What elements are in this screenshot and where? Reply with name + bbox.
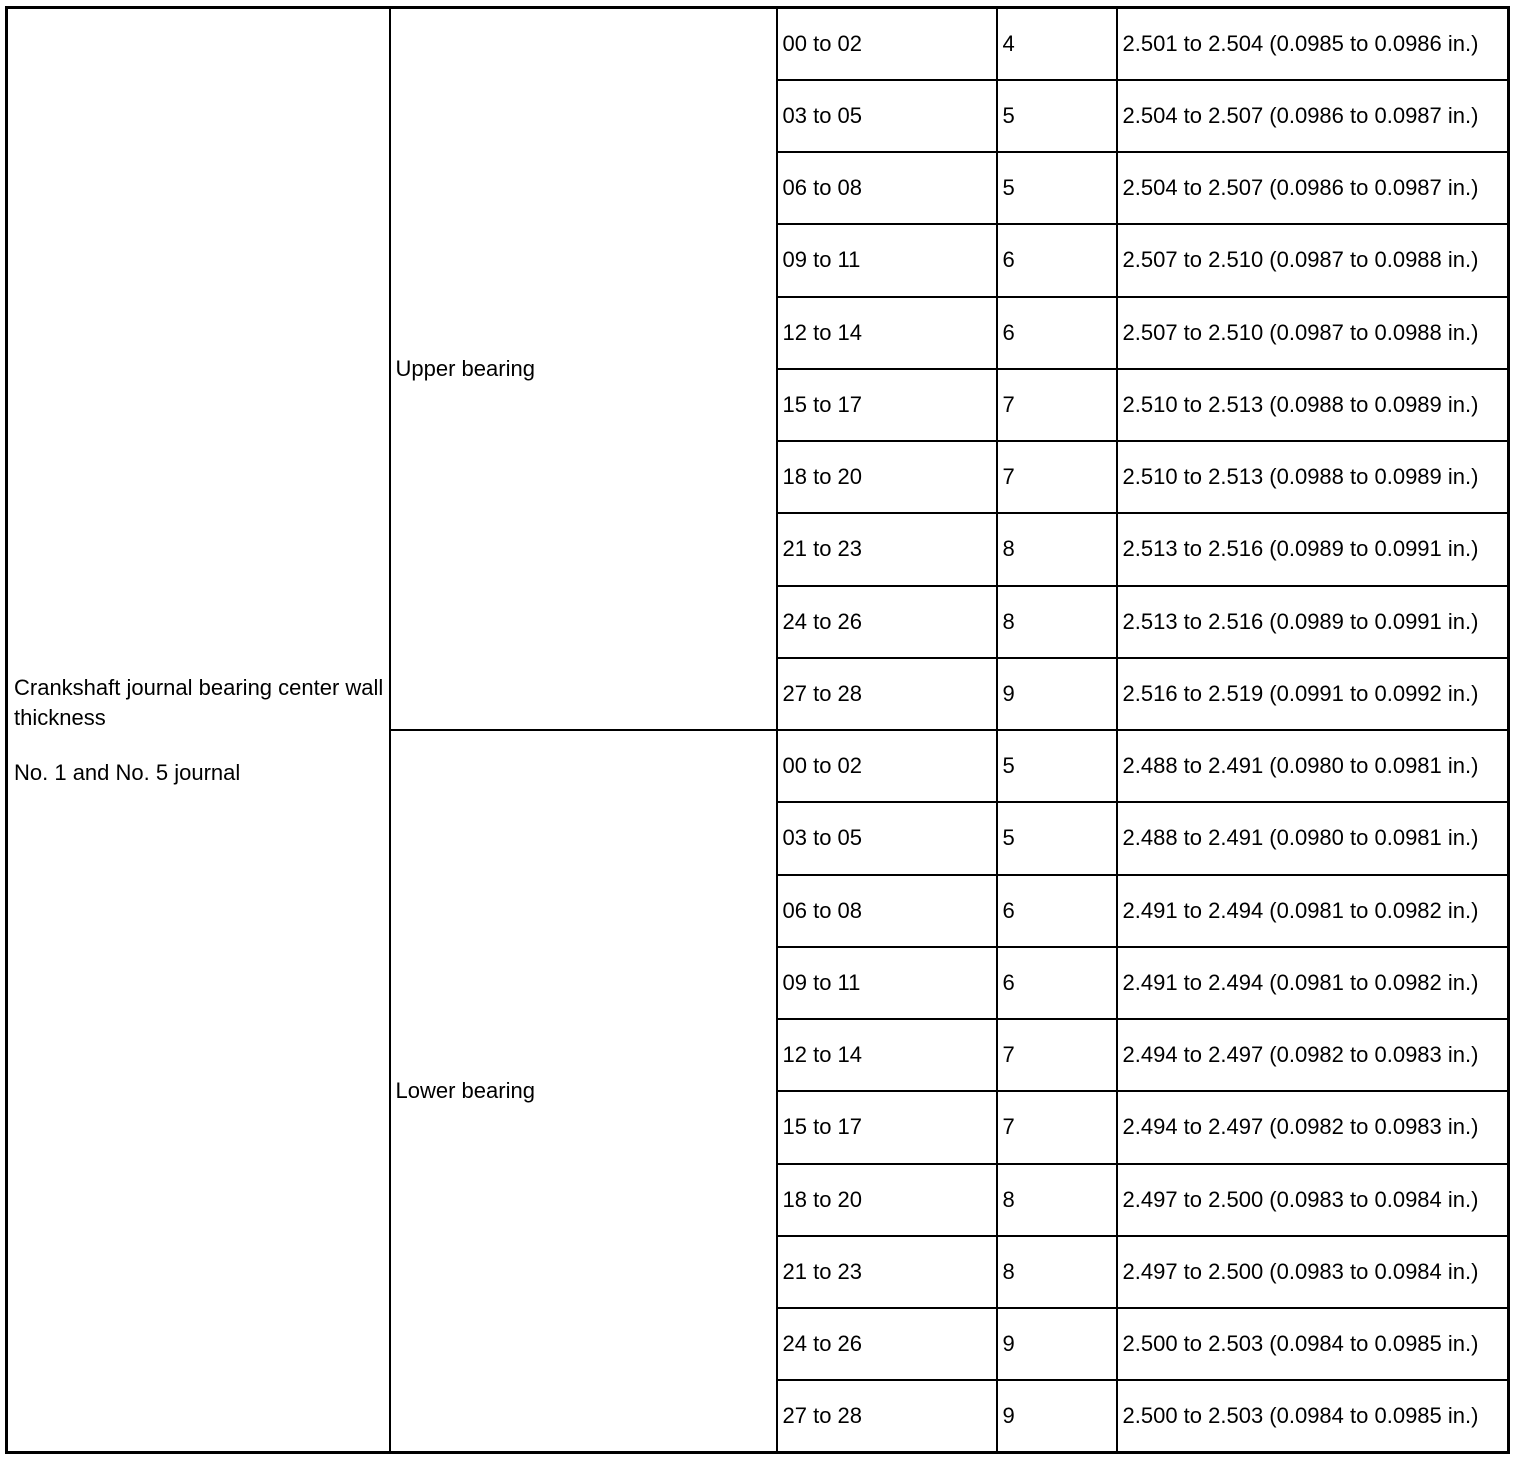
wall-thickness-cell: 2.494 to 2.497 (0.0982 to 0.0983 in.) bbox=[1117, 1091, 1509, 1163]
wall-thickness-cell: 2.507 to 2.510 (0.0987 to 0.0988 in.) bbox=[1117, 297, 1509, 369]
bearing-grade-cell: 8 bbox=[997, 1164, 1117, 1236]
bearing-grade-cell: 5 bbox=[997, 80, 1117, 152]
journal-mark-range-cell: 00 to 02 bbox=[777, 730, 997, 802]
bearing-grade-cell: 9 bbox=[997, 658, 1117, 730]
journal-mark-range-cell: 12 to 14 bbox=[777, 297, 997, 369]
wall-thickness-cell: 2.500 to 2.503 (0.0984 to 0.0985 in.) bbox=[1117, 1380, 1509, 1452]
wall-thickness-cell: 2.507 to 2.510 (0.0987 to 0.0988 in.) bbox=[1117, 224, 1509, 296]
wall-thickness-cell: 2.500 to 2.503 (0.0984 to 0.0985 in.) bbox=[1117, 1308, 1509, 1380]
bearing-grade-cell: 6 bbox=[997, 224, 1117, 296]
bearing-grade-cell: 8 bbox=[997, 1236, 1117, 1308]
bearing-grade-cell: 7 bbox=[997, 1019, 1117, 1091]
bearing-grade-cell: 7 bbox=[997, 441, 1117, 513]
bearing-grade-cell: 5 bbox=[997, 152, 1117, 224]
wall-thickness-cell: 2.494 to 2.497 (0.0982 to 0.0983 in.) bbox=[1117, 1019, 1509, 1091]
wall-thickness-cell: 2.491 to 2.494 (0.0981 to 0.0982 in.) bbox=[1117, 947, 1509, 1019]
wall-thickness-cell: 2.513 to 2.516 (0.0989 to 0.0991 in.) bbox=[1117, 586, 1509, 658]
wall-thickness-cell: 2.488 to 2.491 (0.0980 to 0.0981 in.) bbox=[1117, 730, 1509, 802]
journal-mark-range-cell: 15 to 17 bbox=[777, 1091, 997, 1163]
journal-mark-range-cell: 03 to 05 bbox=[777, 802, 997, 874]
wall-thickness-cell: 2.513 to 2.516 (0.0989 to 0.0991 in.) bbox=[1117, 513, 1509, 585]
bearing-grade-cell: 8 bbox=[997, 586, 1117, 658]
journal-mark-range-cell: 15 to 17 bbox=[777, 369, 997, 441]
wall-thickness-cell: 2.497 to 2.500 (0.0983 to 0.0984 in.) bbox=[1117, 1236, 1509, 1308]
bearing-grade-cell: 5 bbox=[997, 802, 1117, 874]
bearing-grade-cell: 7 bbox=[997, 1091, 1117, 1163]
journal-mark-range-cell: 00 to 02 bbox=[777, 8, 997, 80]
bearing-grade-cell: 9 bbox=[997, 1380, 1117, 1452]
table-body bbox=[7, 8, 1509, 1453]
bearing-grade-cell: 5 bbox=[997, 730, 1117, 802]
journal-mark-range-cell: 24 to 26 bbox=[777, 1308, 997, 1380]
wall-thickness-cell: 2.488 to 2.491 (0.0980 to 0.0981 in.) bbox=[1117, 802, 1509, 874]
wall-thickness-cell: 2.510 to 2.513 (0.0988 to 0.0989 in.) bbox=[1117, 441, 1509, 513]
wall-thickness-cell: 2.491 to 2.494 (0.0981 to 0.0982 in.) bbox=[1117, 875, 1509, 947]
bearing-grade-cell: 6 bbox=[997, 297, 1117, 369]
bearing-grade-cell: 4 bbox=[997, 8, 1117, 80]
bearing-grade-cell: 8 bbox=[997, 513, 1117, 585]
bearing-grade-cell: 9 bbox=[997, 1308, 1117, 1380]
journal-mark-range-cell: 06 to 08 bbox=[777, 152, 997, 224]
item-title: Crankshaft journal bearing center wall thickness bbox=[14, 674, 384, 730]
wall-thickness-cell: 2.497 to 2.500 (0.0983 to 0.0984 in.) bbox=[1117, 1164, 1509, 1236]
journal-mark-range-cell: 27 to 28 bbox=[777, 1380, 997, 1452]
journal-mark-range-cell: 21 to 23 bbox=[777, 1236, 997, 1308]
journal-mark-range-cell: 18 to 20 bbox=[777, 1164, 997, 1236]
bearing-grade-cell: 6 bbox=[997, 875, 1117, 947]
journal-mark-range-cell: 27 to 28 bbox=[777, 658, 997, 730]
table-row bbox=[7, 8, 1509, 80]
journal-mark-range-cell: 09 to 11 bbox=[777, 947, 997, 1019]
journal-mark-range-cell: 06 to 08 bbox=[777, 875, 997, 947]
bearing-thickness-table bbox=[5, 6, 1510, 1454]
bearing-grade-cell: 7 bbox=[997, 369, 1117, 441]
bearing-group-cell: Lower bearing bbox=[390, 730, 777, 1453]
journal-mark-range-cell: 18 to 20 bbox=[777, 441, 997, 513]
journal-mark-range-cell: 03 to 05 bbox=[777, 80, 997, 152]
journal-mark-range-cell: 24 to 26 bbox=[777, 586, 997, 658]
wall-thickness-cell: 2.516 to 2.519 (0.0991 to 0.0992 in.) bbox=[1117, 658, 1509, 730]
wall-thickness-cell: 2.504 to 2.507 (0.0986 to 0.0987 in.) bbox=[1117, 80, 1509, 152]
wall-thickness-cell: 2.504 to 2.507 (0.0986 to 0.0987 in.) bbox=[1117, 152, 1509, 224]
bearing-grade-cell: 6 bbox=[997, 947, 1117, 1019]
item-journal-note: No. 1 and No. 5 journal bbox=[14, 759, 241, 785]
journal-mark-range-cell: 21 to 23 bbox=[777, 513, 997, 585]
journal-mark-range-cell: 12 to 14 bbox=[777, 1019, 997, 1091]
wall-thickness-cell: 2.501 to 2.504 (0.0985 to 0.0986 in.) bbox=[1117, 8, 1509, 80]
item-name-cell bbox=[7, 8, 390, 1453]
journal-mark-range-cell: 09 to 11 bbox=[777, 224, 997, 296]
bearing-group-cell: Upper bearing bbox=[390, 8, 777, 731]
wall-thickness-cell: 2.510 to 2.513 (0.0988 to 0.0989 in.) bbox=[1117, 369, 1509, 441]
